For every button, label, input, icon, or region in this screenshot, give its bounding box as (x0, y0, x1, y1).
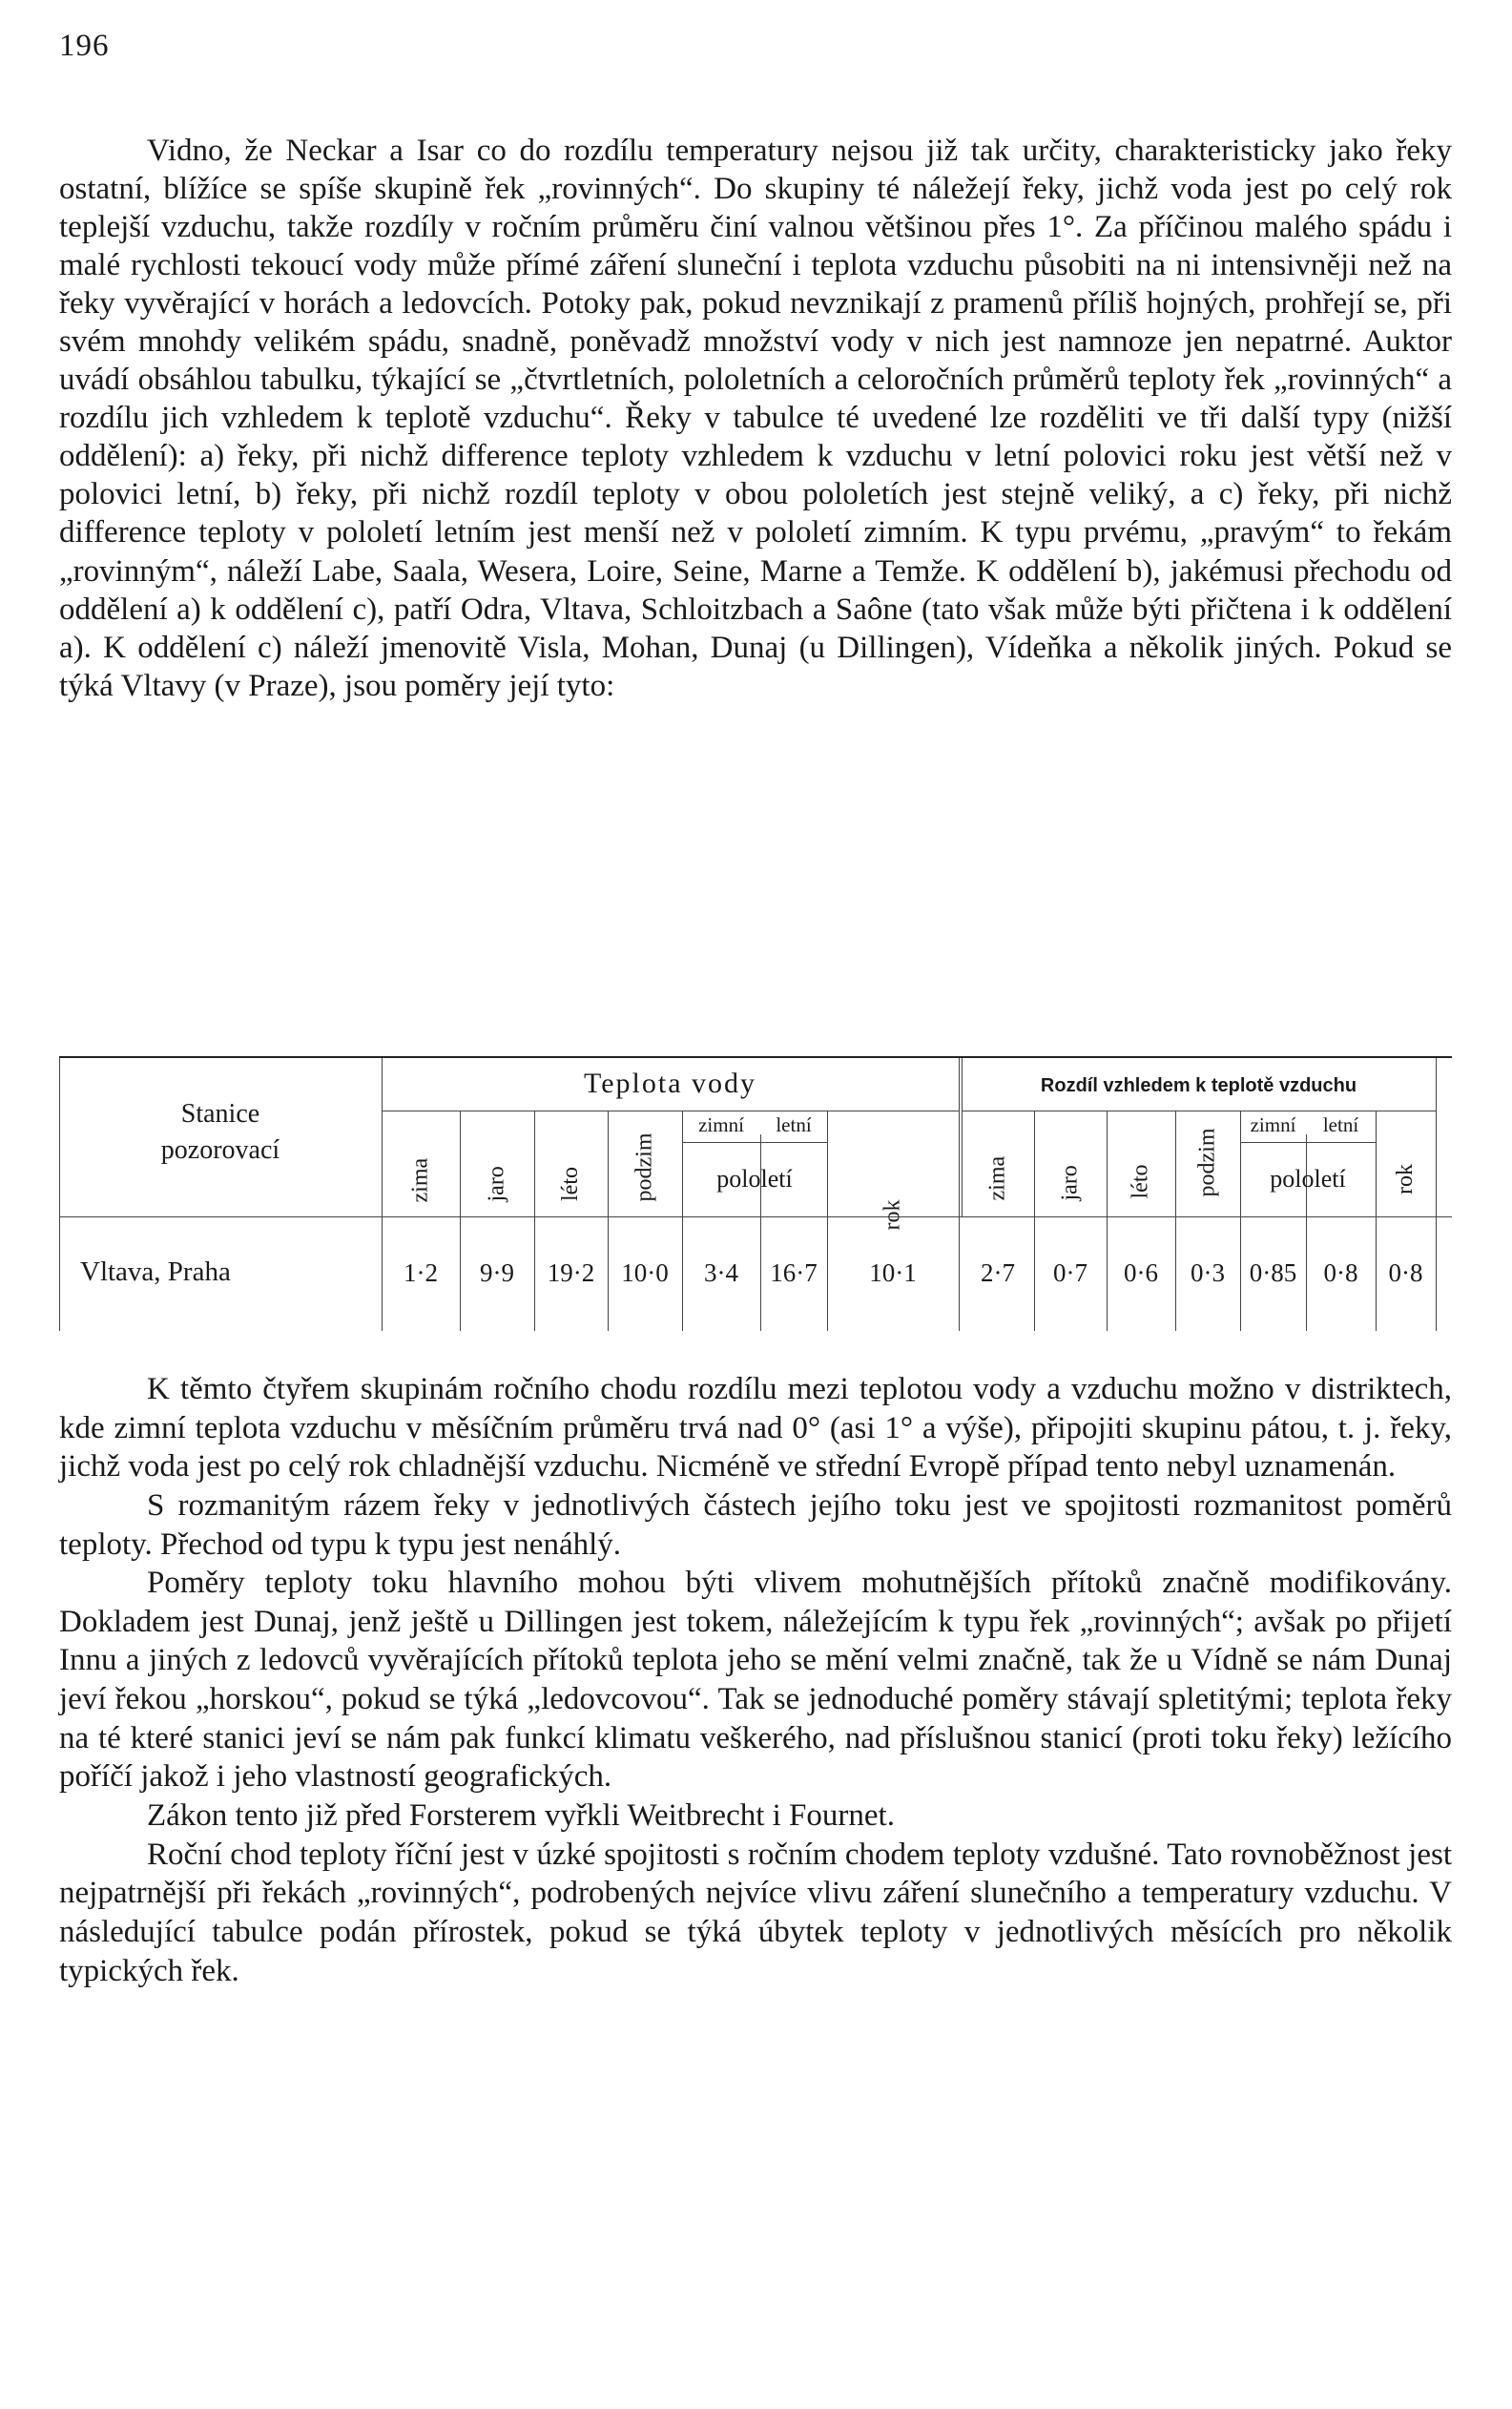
season-header-winter: zima (984, 1155, 1010, 1201)
vltava-temperature-table (59, 1056, 1452, 1331)
value-diff-spring: 0·7 (1053, 1258, 1087, 1287)
year-header: rok (1393, 1164, 1418, 1194)
subheader-rule (1240, 1142, 1376, 1143)
season-header-summer: léto (1128, 1164, 1153, 1199)
half-year-header: pololetí (1270, 1165, 1346, 1193)
season-header-winter: zima (407, 1157, 433, 1203)
column-divider (959, 1058, 960, 1331)
text-block-top (59, 132, 1452, 705)
value-water-spring: 9·9 (480, 1258, 514, 1287)
group-title-water-temperature: Teplota vody (583, 1068, 757, 1099)
text-block-bottom (59, 1370, 1452, 1990)
station-header (59, 1096, 382, 1169)
value-diff-winter: 2·7 (981, 1258, 1015, 1287)
paragraph: Zákon tento již před Forsterem vyřkli Weitbrecht i Fournet. (147, 1798, 895, 1834)
column-divider (534, 1111, 535, 1331)
group-title-air-difference: Rozdíl vzhledem k teplotě vzduchu (1040, 1075, 1357, 1096)
paragraph: Poměry teploty toku hlavního mohou býti vlivem mohutnějších přítoků značně modifikovány. Dokladem jest Dunaj, jenž ještě u Dillingen jest tokem, náležejícím k typu řek „rovinných“; avšak po přijetí Innu a jiných z ledovců vyvěrajících přítoků teplota jeho se mění velmi značně, tak že u Vídně se nám Dunaj jeví řekou „horskou“, pokud se týká „ledovcovou“. Tak se jednoduché poměry stávají spletitými; teplota řeky na té které stanici jeví se nám pak funkcí klimatu veškerého, nad příslušnou stanicí (proti toku řeky) ležícího poříčí jakož i jeho vlastností geografických. (59, 1566, 1452, 1795)
value-water-summer-half: 16·7 (770, 1258, 818, 1287)
season-header-autumn: podzim (1194, 1128, 1220, 1197)
column-divider (827, 1111, 828, 1331)
column-divider (1034, 1111, 1035, 1331)
column-divider (608, 1111, 609, 1331)
value-diff-summer-half: 0·8 (1323, 1258, 1358, 1287)
station-name: Vltava, Praha (80, 1256, 231, 1287)
station-header-line: Stanice (180, 1099, 260, 1129)
paragraph: Vidno, že Neckar a Isar co do rozdílu temperatury nejsou již tak určity, charakteristicky jako řeky ostatní, blížíce se spíše skupině řek „rovinných“. Do skupiny té náležejí řeky, jichž voda jest po celý rok teplejší vzduchu, takže rozdíly v ročním průměru činí valnou většinou přes 1°. Za příčinou malého spádu i malé rychlosti tekoucí vody může přímé záření sluneční i teplota vzduchu působiti na ni intensivněji než na řeky vyvěrající v horách a ledovcích. Potoky pak, pokud nevznikají z pramenů příliš hojných, prohřejí se, při svém mnohdy velikém spádu, snadně, poněvadž množství vody v nich jest namnoze jen nepatrné. Auktor uvádí obsáhlou tabulku, týkající se „čtvrtletních, pololetních a celoročních průměrů teploty řek „rovinných“ a rozdílu jich vzhledem k teplotě vzduchu“. Řeky v tabulce té uvedené lze rozděliti ve tři další typy (nižší oddělení): a) řeky, při nichž difference teploty vzhledem k vzduchu v letní polovici roku jest větší než v polovici letní, b) řeky, při nichž rozdíl teploty v obou pololetích jest stejně veliký, a c) řeky, při nichž difference teploty v pololetí letním jest menší než v pololetí zimním. K typu prvému, „pravým“ to řekám „rovinným“, náleží Labe, Saala, Wesera, Loire, Seine, Marne a Temže. K oddělení b), jakémusi přechodu od oddělení a) k oddělení c), patří Odra, Vltava, Schloitzbach a Saône (tato však může býti přičtena i k oddělení a). K oddělení c) náleží jmenovitě Visla, Mohan, Dunaj (u Dillingen), Vídeňka a několik jiných. Pokud se týká Vltavy (v Praze), jsou poměry její tyto: (59, 134, 1452, 703)
value-diff-year: 0·8 (1388, 1258, 1423, 1287)
station-header-line: pozorovací (160, 1134, 280, 1165)
column-divider (682, 1111, 683, 1331)
column-divider (1175, 1111, 1176, 1331)
paragraph: K těmto čtyřem skupinám ročního chodu rozdílu mezi teplotou vody a vzduchu možno v distriktech, kde zimní teplota vzduchu v měsíčním průměru trvá nad 0° (asi 1° a výše), připojiti skupinu pátou, t. j. řeky, jichž voda jest po celý rok chladnější vzduchu. Nicméně ve střední Evropě případ tento nebyl uznamenán. (59, 1372, 1452, 1485)
value-water-autumn: 10·0 (621, 1258, 669, 1287)
value-diff-summer: 0·6 (1124, 1258, 1158, 1287)
half-year-header: pololetí (716, 1165, 793, 1193)
value-diff-winter-half: 0·85 (1249, 1258, 1297, 1287)
page-number: 196 (59, 29, 110, 63)
half-header-summer: letní (1322, 1113, 1359, 1136)
column-divider (1376, 1111, 1377, 1331)
column-divider (1306, 1134, 1307, 1331)
half-header-summer: letní (776, 1113, 812, 1136)
table-right-border (1436, 1058, 1437, 1331)
subheader-rule (682, 1142, 827, 1143)
half-header-winter: zimní (1250, 1113, 1296, 1136)
value-water-year: 10·1 (869, 1258, 917, 1287)
value-water-winter-half: 3·4 (704, 1258, 738, 1287)
paragraph: Roční chod teploty říční jest v úzké spojitosti s ročním chodem teploty vzdušné. Tato rovnoběžnost jest nejpatrnější při řekách „rovinných“, podrobených nejvíce vlivu záření slunečního a temperatury vzduchu. V následující tabulce podán přírostek, pokud se týká úbytek teploty v jednotlivých měsících pro několik typických řek. (59, 1837, 1452, 1988)
value-water-summer: 19·2 (547, 1258, 595, 1287)
column-divider (1107, 1111, 1108, 1331)
column-divider (460, 1111, 461, 1331)
paragraph: S rozmanitým rázem řeky v jednotlivých částech jejího toku jest ve spojitosti rozmanitost poměrů teploty. Přechod od typu k typu jest nenáhlý. (59, 1487, 1452, 1562)
half-header-winter: zimní (698, 1113, 744, 1136)
column-divider (760, 1134, 761, 1331)
season-header-spring: jaro (1057, 1165, 1083, 1201)
season-header-spring: jaro (484, 1166, 509, 1202)
season-header-summer: léto (558, 1167, 583, 1201)
value-water-winter: 1·2 (404, 1258, 438, 1287)
header-rule (59, 1216, 1452, 1217)
value-diff-autumn: 0·3 (1191, 1258, 1225, 1287)
season-header-autumn: podzim (632, 1132, 657, 1202)
column-divider (1240, 1111, 1241, 1331)
year-header: rok (880, 1199, 905, 1231)
